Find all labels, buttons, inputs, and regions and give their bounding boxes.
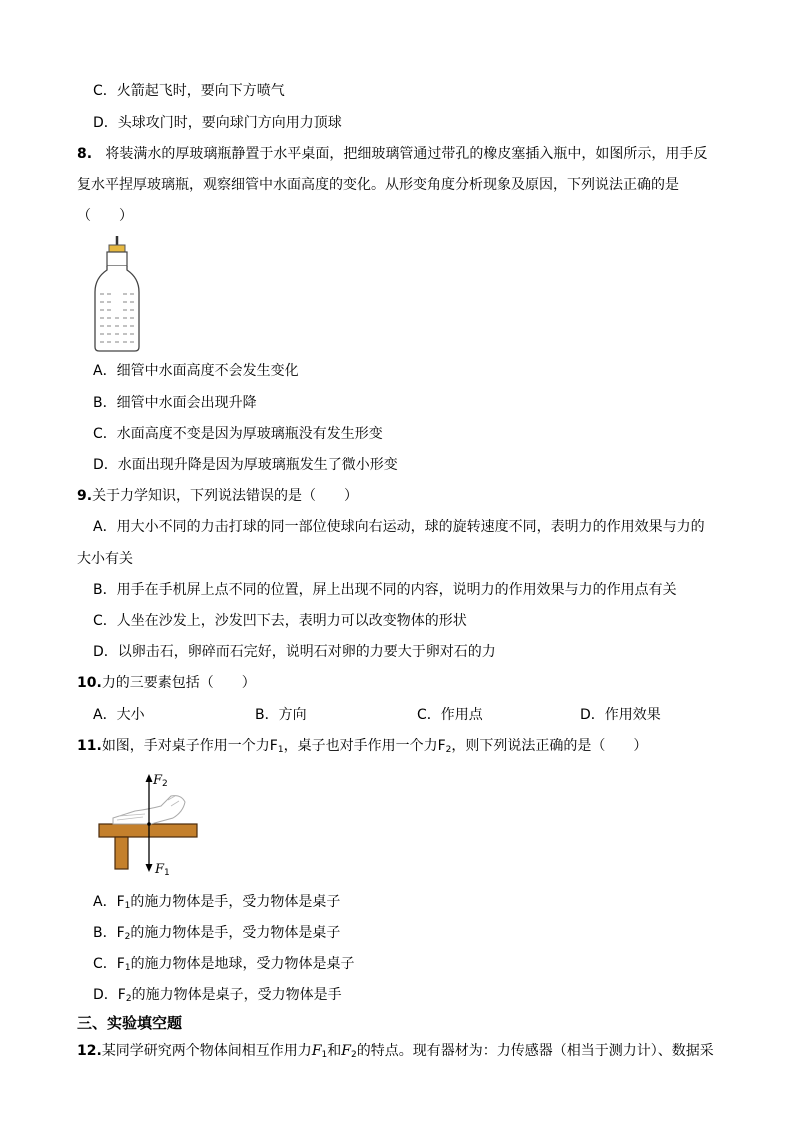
q11-option-b-pre: B．F: [93, 925, 125, 941]
q12-f1-sub: 1: [321, 1050, 328, 1060]
q10-stem-text: 力的三要素包括（ ）: [101, 675, 256, 691]
q11-stem-sub-1: 1: [277, 745, 284, 755]
q10-option-a: A．大小: [93, 707, 145, 723]
q11-option-c: [93, 954, 355, 978]
bottle-neck: [107, 252, 127, 266]
q10-option-c: C．作用点: [417, 707, 483, 723]
q11-option-a-post: 的施力物体是手，受力物体是桌子: [130, 894, 341, 910]
rubber-stopper: [109, 245, 125, 252]
f1-label: [155, 860, 170, 883]
q7-option-d: D．头球攻门时，要向球门方向用力顶球: [93, 115, 342, 131]
q11-option-b-post: 的施力物体是手，受力物体是桌子: [130, 925, 341, 941]
q9-option-c: C．人坐在沙发上，沙发凹下去，表明力可以改变物体的形状: [93, 613, 467, 629]
thick-glass-bottle-figure: [90, 232, 144, 354]
q8-number: 8.: [77, 146, 93, 162]
q9-option-a-line-1: A．用大小不同的力击打球的同一部位使球向右运动，球的旋转速度不同，表明力的作用效果与力的: [93, 519, 705, 535]
q8-option-b: B．细管中水面会出现升降: [93, 395, 257, 411]
q12-stem-text-a: 某同学研究两个物体间相互作用力: [101, 1043, 312, 1059]
q12-stem-text-b: 的特点。现有器材为：力传感器（相当于测力计）、数据采: [356, 1043, 714, 1059]
q8-option-c: C．水面高度不变是因为厚玻璃瓶没有发生形变: [93, 426, 383, 442]
q9-stem-text: 关于力学知识，下列说法错误的是（ ）: [92, 488, 359, 504]
f2-label: [153, 771, 168, 794]
q11-option-c-post: 的施力物体是地球，受力物体是桌子: [130, 956, 355, 972]
q11-option-b-sub: 2: [124, 932, 131, 942]
q11-option-a-pre: A．F: [93, 894, 125, 910]
q10-option-b: B．方向: [255, 707, 307, 723]
q11-option-d-pre: D．F: [93, 987, 126, 1003]
q12-f2-sub: 2: [350, 1050, 357, 1060]
q9-number: 9.: [77, 488, 93, 504]
section-3-heading: 三、实验填空题: [77, 1014, 183, 1032]
q11-stem-text-a: 如图，手对桌子作用一个力F: [101, 738, 278, 754]
q8-option-d: D．水面出现升降是因为厚玻璃瓶发生了微小形变: [93, 457, 398, 473]
q11-stem-line: [77, 736, 647, 760]
q11-option-c-pre: C．F: [93, 956, 125, 972]
q12-f2: F: [341, 1043, 351, 1059]
q8-option-a: A．细管中水面高度不会发生变化: [93, 363, 299, 379]
table-leg: [115, 837, 128, 869]
q11-option-c-sub: 1: [124, 963, 131, 973]
q11-option-a: [93, 892, 340, 916]
f1-label-sub: 1: [164, 868, 170, 878]
q9-stem-line: [77, 486, 358, 506]
q11-stem-text-b: ，桌子也对手作用一个力F: [283, 738, 446, 754]
q10-number: 10.: [77, 675, 102, 691]
q12-and: 和: [327, 1043, 342, 1059]
table-top: [99, 824, 197, 837]
q11-option-d: [93, 985, 342, 1009]
q8-stem-line-2: 复水平捏厚玻璃瓶，观察细管中水面高度的变化。从形变角度分析现象及原因，下列说法正确的是: [77, 177, 679, 193]
q11-option-b: [93, 923, 340, 947]
q11-option-d-post: 的施力物体是桌子，受力物体是手: [131, 987, 342, 1003]
q9-option-d: D．以卵击石，卵碎而石完好，说明石对卵的力要大于卵对石的力: [93, 644, 496, 660]
bottle-body: [95, 266, 139, 351]
q11-option-a-sub: 1: [124, 901, 131, 911]
f2-label-sub: 2: [162, 779, 168, 789]
q11-stem-sub-2: 2: [445, 745, 452, 755]
hand-on-table-figure: [95, 768, 207, 880]
q11-option-d-sub: 2: [125, 994, 132, 1004]
q10-option-d: D．作用效果: [580, 707, 661, 723]
f2-label-letter: F: [153, 773, 163, 788]
q8-stem-line-1: [77, 144, 707, 164]
q11-number: 11.: [77, 738, 102, 754]
q12-number: 12.: [77, 1043, 102, 1059]
q12-stem-line: [77, 1041, 714, 1065]
q9-option-a-line-2: 大小有关: [77, 551, 133, 567]
q8-answer-bracket: （ ）: [77, 208, 133, 224]
q9-option-b: B．用手在手机屏上点不同的位置，屏上出现不同的内容，说明力的作用效果与力的作用点有关: [93, 582, 677, 598]
f1-label-letter: F: [155, 862, 165, 877]
q8-stem-text-1: 将装满水的厚玻璃瓶静置于水平桌面，把细玻璃管通过带孔的橡皮塞插入瓶中，如图所示，用手反: [105, 146, 708, 162]
q12-f1: F: [311, 1043, 322, 1059]
q10-stem-line: [77, 673, 256, 693]
q7-option-c: C．火箭起飞时，要向下方喷气: [93, 83, 285, 99]
q11-stem-text-c: ，则下列说法正确的是（ ）: [451, 738, 648, 754]
